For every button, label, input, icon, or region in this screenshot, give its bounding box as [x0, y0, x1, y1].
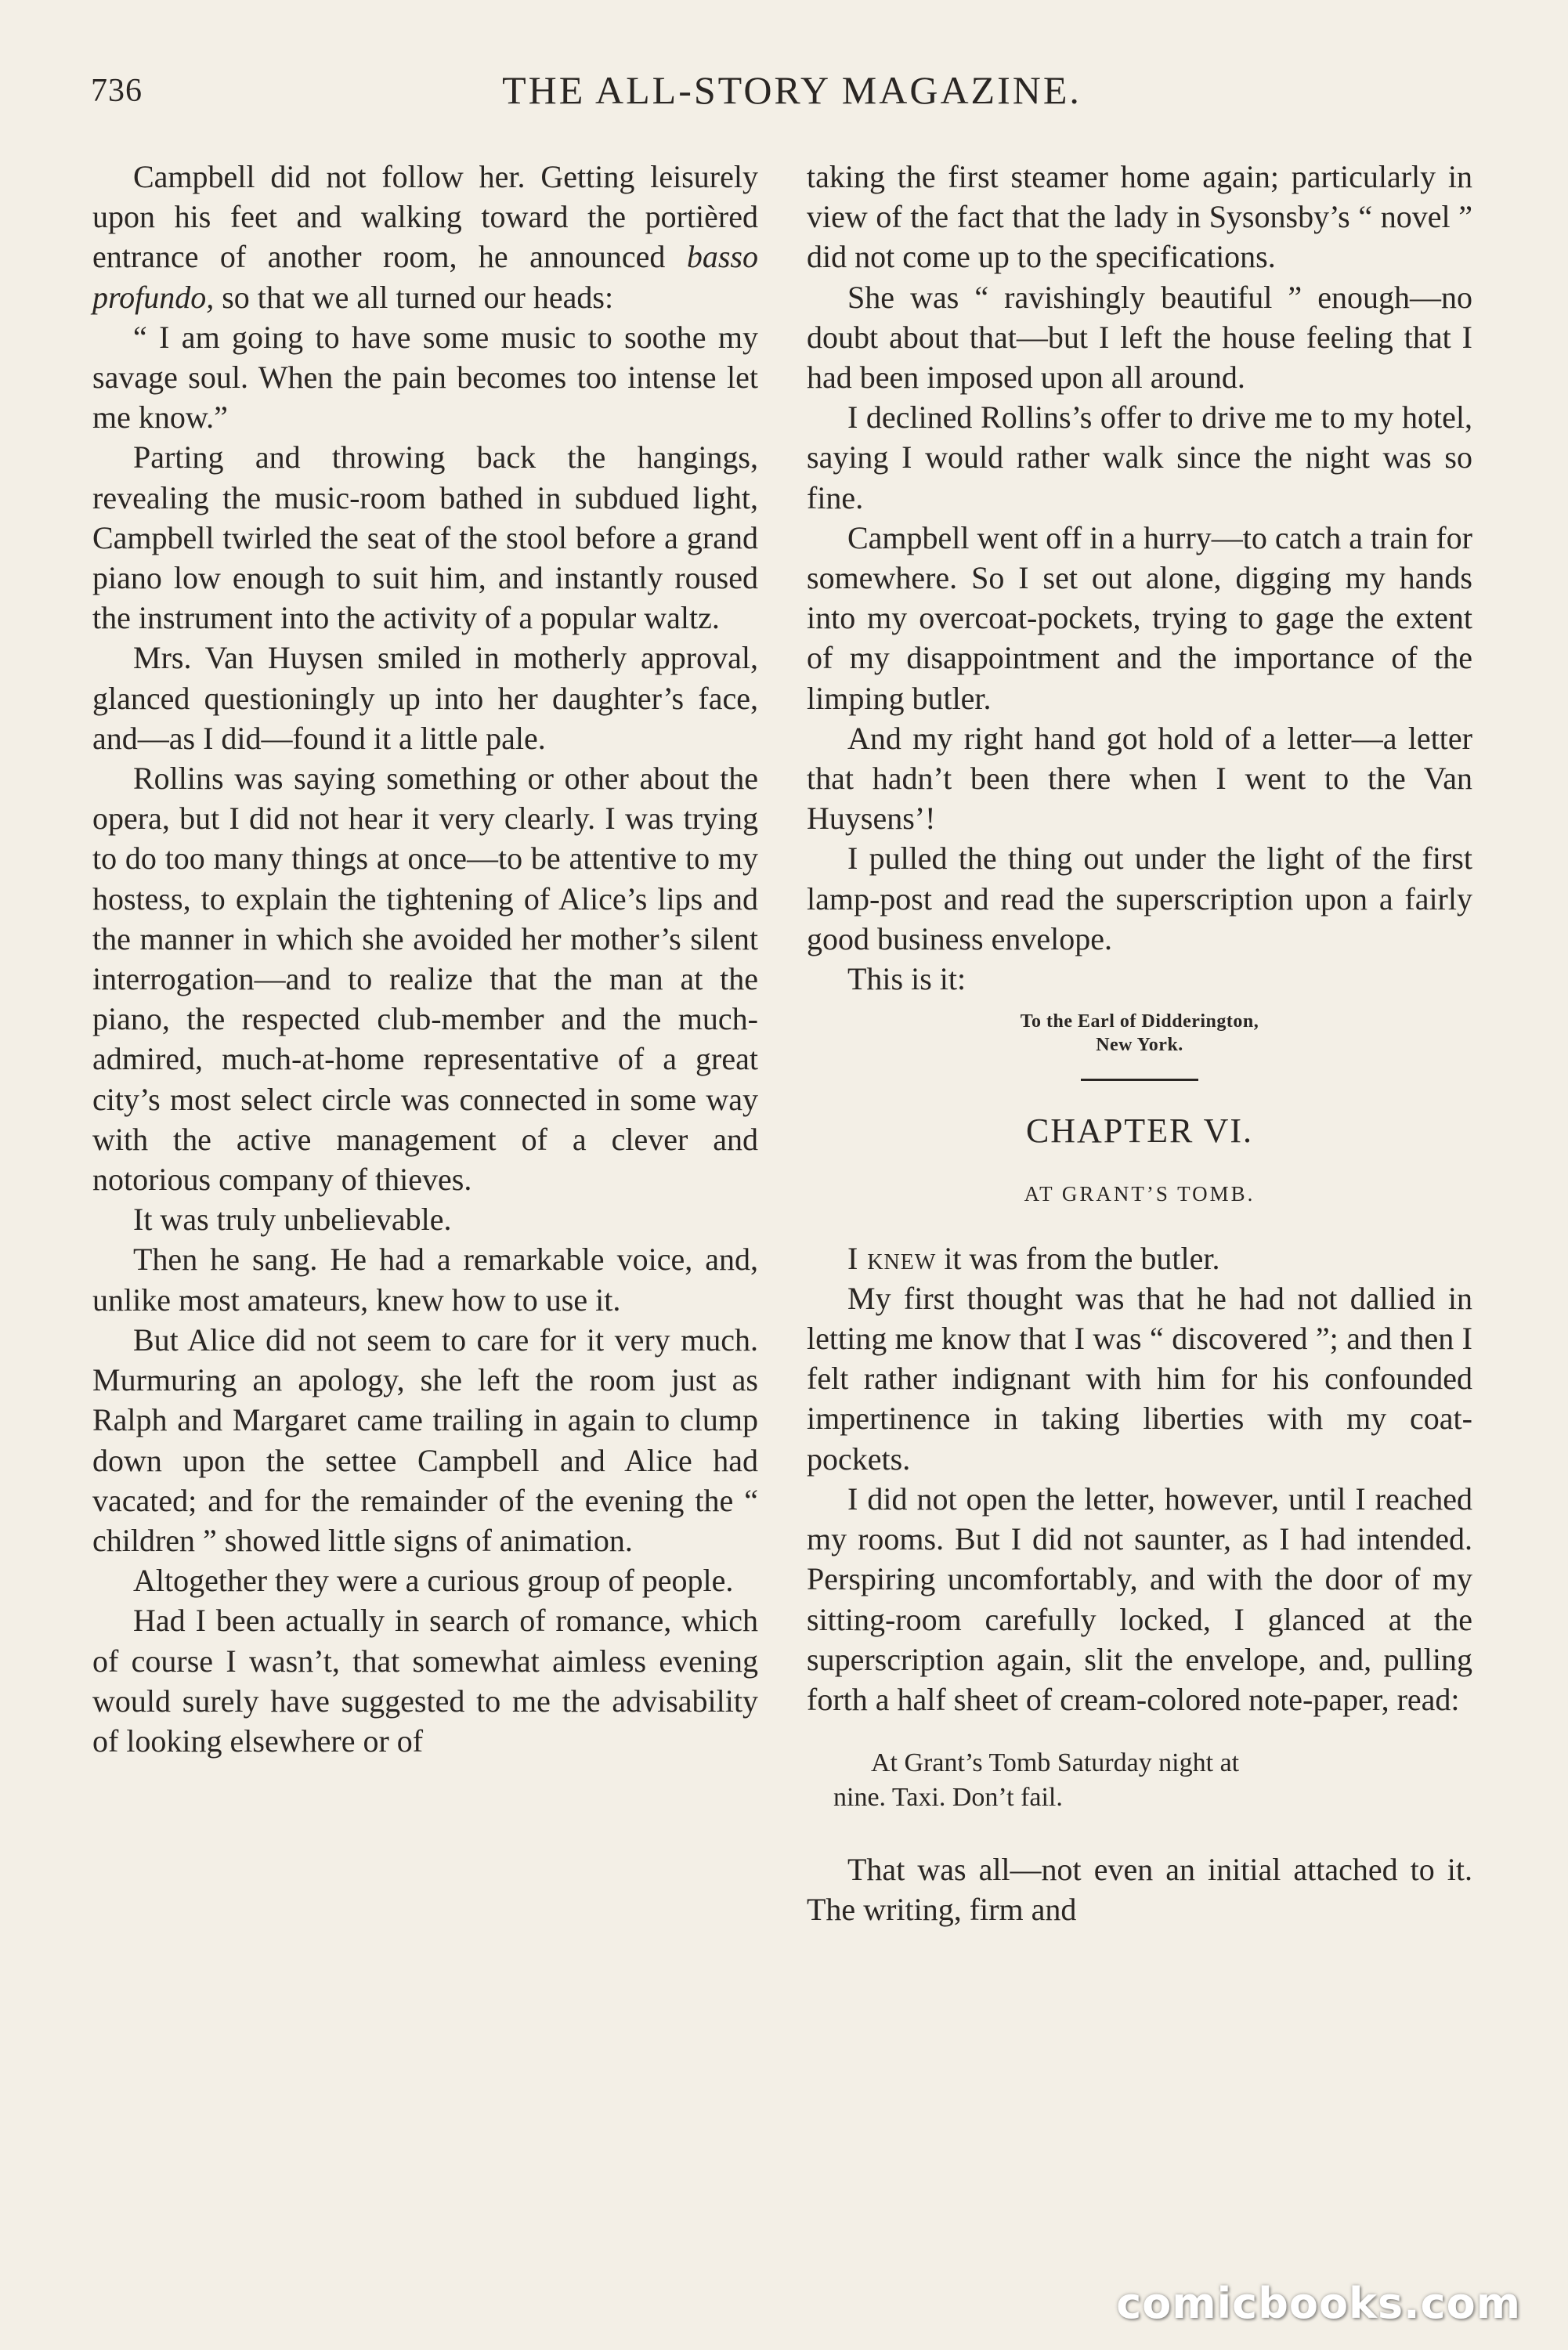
paragraph: That was all—not even an initial attached to it. The writing, firm and: [807, 1852, 1472, 1928]
paragraph: But Alice did not seem to care for it very much. Murmuring an apology, she left the room just as Ralph and Margaret came trailing in again to clump down upon the settee Campbell and Alice had vacated; and for the remainder of the evening the “ children ” showed little signs of animation.: [92, 1321, 758, 1558]
paragraph: My first thought was that he had not dallied in letting me know that I was “ discovered ”; and then I felt rather indignant with him for his confounded impertinence in taking liberties with my coat-pockets.: [807, 1280, 1472, 1477]
envelope-address: [807, 1010, 1472, 1057]
paragraph: Parting and throwing back the hangings, revealing the music-room bathed in subdued light, Campbell twirled the seat of the stool before a grand piano low enough to suit him, and instantly roused the instrument into the activity of a popular waltz.: [92, 439, 758, 636]
paragraph: “ I am going to have some music to soothe my savage soul. When the pain becomes too intense let me know.”: [92, 319, 758, 436]
magazine-title: THE ALL-STORY MAGAZINE.: [502, 68, 1082, 112]
paragraph: Campbell went off in a hurry—to catch a train for somewhere. So I set out alone, digging my hands into my overcoat-pockets, trying to gage the extent of my disappointment and the importance of the limping butler.: [807, 519, 1472, 716]
watermark-logo: comicbooks.com: [1116, 2279, 1521, 2328]
paragraph: She was “ ravishingly beautiful ” enough—no doubt about that—but I left the house feeling that I had been imposed upon all around.: [807, 279, 1472, 396]
paragraph: Altogether they were a curious group of people.: [133, 1563, 734, 1599]
paragraph: I knew it was from the butler.: [847, 1240, 1220, 1276]
letter-text: [833, 1746, 1449, 1815]
paragraph: And my right hand got hold of a letter—a letter that hadn’t been there when I went to the Van Huysens’!: [807, 720, 1472, 837]
paragraph: I pulled the thing out under the light of the first lamp-post and read the superscription upon a fairly good business envelope.: [807, 841, 1472, 956]
right-column: [807, 157, 1472, 1930]
paragraph: Then he sang. He had a remarkable voice, and, unlike most amateurs, knew how to use it.: [92, 1242, 758, 1318]
chapter-divider: [1081, 1079, 1198, 1081]
left-column: [92, 157, 758, 1761]
paragraph: Had I been actually in search of romance, which of course I wasn’t, that somewhat aimless evening would surely have suggested to me the advisability of looking elsewhere or of: [92, 1603, 758, 1759]
letter-line: At Grant’s Tomb Saturday night at: [871, 1748, 1240, 1778]
paragraph: I did not open the letter, however, until I reached my rooms. But I did not saunter, as I had intended. Perspiring uncomfortably, and with the door of my sitting-room carefully locked, I glanced at the superscription again, slit the envelope, and, pulling forth a half sheet of cream-colored note-paper, read:: [807, 1480, 1472, 1717]
paragraph: Rollins was saying something or other about the opera, but I did not hear it very clearly. I was trying to do too many things at once—to be attentive to my hostess, to explain the tightening of Alice’s lips and the manner in which she avoided her mother’s silent interrogation—and to realize that the man at the piano, the respected club-member and the much-admired, much-at-home representative of a great city’s most select circle was connected in some way with the active management of a clever and notorious company of thieves.: [92, 761, 758, 1198]
page-header: [91, 67, 1493, 122]
paragraph: taking the first steamer home again; particularly in view of the fact that the lady in Sysonsby’s “ novel ” did not come up to the specifications.: [807, 159, 1472, 275]
paragraph: I declined Rollins’s offer to drive me to my hotel, saying I would rather walk since the night was so fine.: [807, 400, 1472, 515]
paragraph: Campbell did not follow her. Getting leisurely upon his feet and walking toward the portièred entrance of another room, he announced basso profundo, so that we all turned our heads:: [92, 159, 758, 315]
paragraph: It was truly unbelievable.: [133, 1202, 452, 1238]
paragraph: This is it:: [847, 961, 966, 997]
chapter-heading: CHAPTER VI.: [1025, 1112, 1254, 1151]
letter-line: nine. Taxi. Don’t fail.: [833, 1783, 1063, 1813]
address-line: To the Earl of Didderington,: [1020, 1011, 1259, 1032]
chapter-subtitle: AT GRANT’S TOMB.: [1024, 1182, 1255, 1206]
address-line: New York.: [1096, 1035, 1183, 1056]
paragraph: Mrs. Van Huysen smiled in motherly approval, glanced questioningly up into her daughter’s face, and—as I did—found it a little pale.: [92, 640, 758, 756]
page-number: 736: [91, 73, 143, 109]
